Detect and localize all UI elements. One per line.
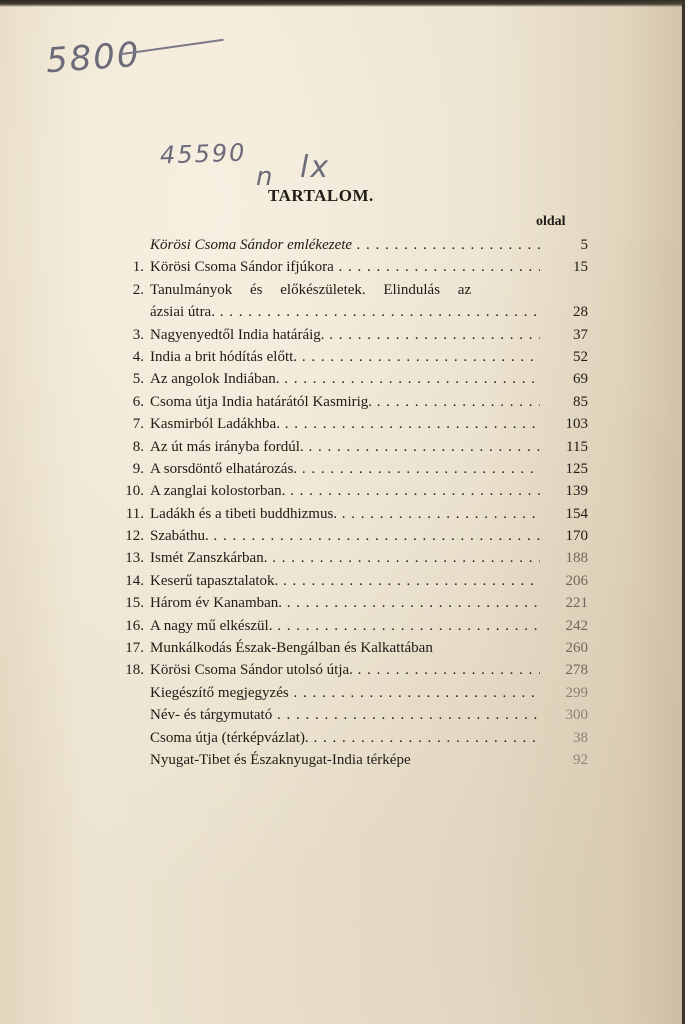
- toc-title: Körösi Csoma Sándor emlékezete . .: [150, 234, 540, 256]
- toc-number: 14.: [125, 572, 144, 589]
- toc-row: [108, 547, 592, 569]
- toc-page: 92: [573, 751, 588, 768]
- toc-title: Szabáthu. . .: [150, 525, 540, 547]
- toc-page: 103: [565, 416, 588, 433]
- toc-row: [108, 458, 592, 480]
- toc-row: [108, 234, 592, 256]
- pencil-annotation-letters: lx: [300, 150, 331, 185]
- toc-number: 1.: [132, 259, 144, 276]
- toc-row: [108, 413, 592, 435]
- toc-number: 4.: [132, 348, 144, 365]
- toc-number: 12.: [125, 528, 144, 545]
- toc-title: Kasmirból Ladákhba. . .: [150, 413, 540, 435]
- toc-row: [108, 570, 592, 592]
- toc-title: ázsiai útra. . .: [150, 301, 540, 323]
- toc-page: 242: [565, 617, 588, 634]
- toc-page: 188: [565, 550, 588, 567]
- toc-page: 38: [573, 729, 588, 746]
- toc-page: 260: [565, 640, 588, 657]
- toc-number: 5.: [132, 371, 144, 388]
- toc-number: 3.: [132, 326, 144, 343]
- toc-title: Tanulmányok és előkészületek. Elindulás az: [150, 281, 472, 298]
- toc-row: [108, 637, 592, 659]
- toc-title: Nyugat-Tibet és Északnyugat-India térképe: [150, 751, 411, 768]
- toc-row: [108, 704, 592, 726]
- toc-title: Keserű tapasztalatok. . .: [150, 570, 540, 592]
- toc-number: 10.: [125, 483, 144, 500]
- toc-page: 85: [573, 393, 588, 410]
- toc-page: 278: [565, 662, 588, 679]
- toc-row: [108, 682, 592, 704]
- toc-title: Körösi Csoma Sándor utolsó útja. . .: [150, 659, 540, 681]
- toc-page: 154: [565, 505, 588, 522]
- table-of-contents: [108, 234, 592, 771]
- toc-row: [108, 592, 592, 614]
- toc-number: 8.: [132, 438, 144, 455]
- toc-title: Az angolok Indiában. . .: [150, 368, 540, 390]
- toc-page: 299: [565, 684, 588, 701]
- toc-page: 221: [565, 595, 588, 612]
- toc-row: [108, 659, 592, 681]
- toc-title: Csoma útja (térképvázlat). . .: [150, 727, 540, 749]
- toc-title: Nagyenyedtől India határáig. . .: [150, 324, 540, 346]
- toc-title: Kiegészítő megjegyzés . .: [150, 682, 540, 704]
- toc-number: 7.: [132, 416, 144, 433]
- toc-row: [108, 480, 592, 502]
- pencil-annotation-number-2: 45590: [159, 138, 247, 170]
- toc-title: Az út más irányba fordúl. . .: [150, 436, 540, 458]
- toc-number: 15.: [125, 595, 144, 612]
- toc-number: 17.: [125, 640, 144, 657]
- toc-row: [108, 436, 592, 458]
- toc-row: [108, 391, 592, 413]
- toc-number: 16.: [125, 617, 144, 634]
- toc-number: 9.: [132, 460, 144, 477]
- toc-row: [108, 749, 592, 771]
- toc-row: [108, 615, 592, 637]
- toc-title: A nagy mű elkészül. . .: [150, 615, 540, 637]
- toc-row: [108, 503, 592, 525]
- toc-page: 15: [573, 259, 588, 276]
- toc-number: 18.: [125, 662, 144, 679]
- toc-page: 170: [565, 528, 588, 545]
- toc-row: [108, 301, 592, 323]
- toc-page: 139: [565, 483, 588, 500]
- toc-title: Körösi Csoma Sándor ifjúkora . .: [150, 256, 540, 278]
- toc-page: 300: [565, 707, 588, 724]
- toc-page: 115: [566, 438, 588, 455]
- toc-page: 125: [565, 460, 588, 477]
- toc-row: [108, 727, 592, 749]
- toc-number: 11.: [125, 505, 144, 522]
- toc-title: Ladákh és a tibeti buddhizmus. . .: [150, 503, 540, 525]
- page-column-label: oldal: [536, 214, 566, 229]
- toc-row: [108, 346, 592, 368]
- toc-page: 52: [573, 348, 588, 365]
- toc-row: [108, 525, 592, 547]
- toc-title: Ismét Zanszkárban. . .: [150, 547, 540, 569]
- pencil-annotation-letter: n: [256, 162, 275, 192]
- toc-row: [108, 256, 592, 278]
- toc-title: A zanglai kolostorban. . .: [150, 480, 540, 502]
- toc-page: 37: [573, 326, 588, 343]
- toc-row: [108, 324, 592, 346]
- toc-title: Három év Kanamban. . .: [150, 592, 540, 614]
- toc-row: [108, 368, 592, 390]
- page-edge-shadow: [622, 0, 682, 1024]
- page-top-edge: [0, 0, 685, 7]
- toc-title: A sorsdöntő elhatározás. . .: [150, 458, 540, 480]
- toc-page: 5: [580, 237, 588, 253]
- page-title: TARTALOM.: [268, 186, 374, 205]
- toc-page: 206: [565, 572, 588, 589]
- toc-title: Név- és tárgymutató . .: [150, 704, 540, 726]
- toc-number: 2.: [132, 281, 144, 298]
- toc-title: Csoma útja India határától Kasmirig. . .: [150, 391, 540, 413]
- toc-row: [108, 279, 592, 301]
- toc-page: 28: [573, 304, 588, 321]
- toc-number: 13.: [125, 550, 144, 567]
- toc-page: 69: [573, 371, 588, 388]
- toc-title: India a brit hódítás előtt. . .: [150, 346, 540, 368]
- toc-title: Munkálkodás Észak-Bengálban és Kalkattában: [150, 640, 433, 657]
- pencil-annotation-number: 5800: [44, 34, 142, 82]
- toc-number: 6.: [132, 393, 144, 410]
